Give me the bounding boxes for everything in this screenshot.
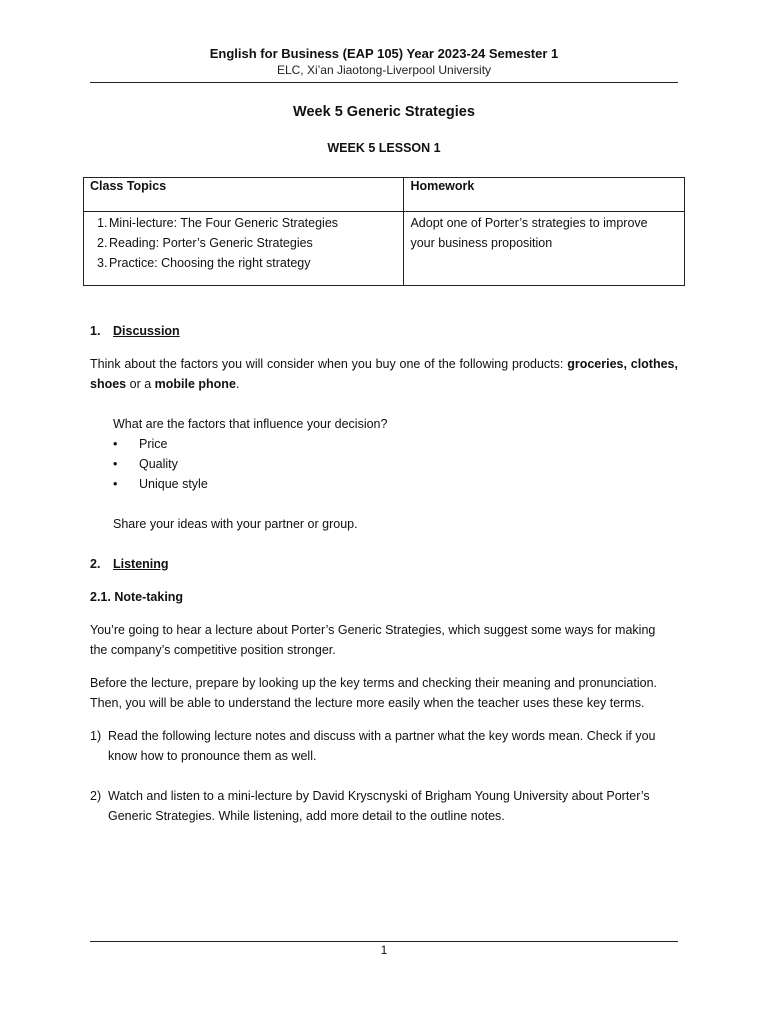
homework-header: Homework [404, 178, 685, 212]
subsection-heading: 2.1. Note-taking [90, 590, 184, 604]
task-number: 2) [90, 789, 102, 803]
section-1-heading: Discussion [113, 324, 180, 338]
topic-list [90, 213, 397, 273]
footer-divider [90, 941, 678, 942]
task-2-line: Generic Strategies. While listening, add more detail to the outline notes. [108, 809, 505, 823]
task-2-line: Watch and listen to a mini-lecture by David Kryscnyski of Brigham Young University about Porter’s [108, 789, 650, 803]
homework-line: Adopt one of Porter’s strategies to improve [410, 216, 648, 230]
lecture-intro-line: the company’s competitive position stronger. [90, 643, 336, 657]
list-item [97, 213, 397, 233]
class-topics-cell [84, 212, 404, 286]
product-groceries: groceries, [567, 357, 627, 371]
discussion-paragraph [90, 354, 678, 394]
page-header [90, 46, 678, 78]
lesson-subtitle: WEEK 5 LESSON 1 [327, 141, 441, 155]
table-header-row [84, 178, 685, 212]
section-2-number: 2. [90, 557, 101, 571]
course-title: English for Business (EAP 105) Year 2023-24 Semester 1 [209, 46, 559, 61]
discussion-question: What are the factors that influence your decision? [113, 417, 388, 431]
paragraph-text: Think about the factors you will consider when you buy one of the following products: [90, 357, 564, 371]
page-title: Week 5 Generic Strategies [293, 104, 475, 120]
paragraph-separator: , [674, 357, 678, 371]
list-number: 1. [97, 216, 108, 230]
bullet-marker: • [113, 437, 118, 451]
topics-table [83, 177, 685, 286]
homework-cell [404, 212, 685, 286]
page-number: 1 [380, 943, 388, 957]
lecture-intro-line: You’re going to hear a lecture about Porter’s Generic Strategies, which suggest some ways for making [90, 623, 656, 637]
list-number: 2. [97, 236, 108, 250]
topic-text: Mini-lecture: The Four Generic Strategies [109, 216, 339, 230]
bullet-item-quality: Quality [139, 457, 178, 471]
institution-line: ELC, Xi’an Jiaotong-Liverpool University [276, 63, 492, 77]
preparation-line: Before the lecture, prepare by looking up the key terms and checking their meaning and pronunciation. [90, 676, 658, 690]
task-number: 1) [90, 729, 102, 743]
product-mobile-phone: mobile phone [154, 377, 236, 391]
bullet-marker: • [113, 477, 118, 491]
share-instruction: Share your ideas with your partner or group. [113, 517, 358, 531]
homework-line: your business proposition [410, 236, 553, 250]
header-divider [90, 82, 678, 83]
bullet-item-unique-style: Unique style [139, 477, 208, 491]
list-item [97, 253, 397, 273]
task-1-line: Read the following lecture notes and discuss with a partner what the key words mean. Check if you [108, 729, 656, 743]
table-row [84, 212, 685, 286]
product-shoes: shoes [90, 377, 127, 391]
product-clothes: clothes [630, 357, 675, 371]
topic-text: Practice: Choosing the right strategy [109, 256, 311, 270]
list-item [97, 233, 397, 253]
task-1-line: know how to pronounce them as well. [108, 749, 317, 763]
paragraph-text: or a [126, 377, 155, 391]
section-1-number: 1. [90, 324, 101, 338]
paragraph-text: . [235, 377, 240, 391]
bullet-item-price: Price [139, 437, 168, 451]
list-number: 3. [97, 256, 108, 270]
topic-text: Reading: Porter’s Generic Strategies [109, 236, 313, 250]
preparation-line: Then, you will be able to understand the lecture more easily when the teacher uses these key terms. [90, 696, 645, 710]
section-2-heading: Listening [113, 557, 169, 571]
class-topics-header: Class Topics [84, 178, 404, 212]
bullet-marker: • [113, 457, 118, 471]
